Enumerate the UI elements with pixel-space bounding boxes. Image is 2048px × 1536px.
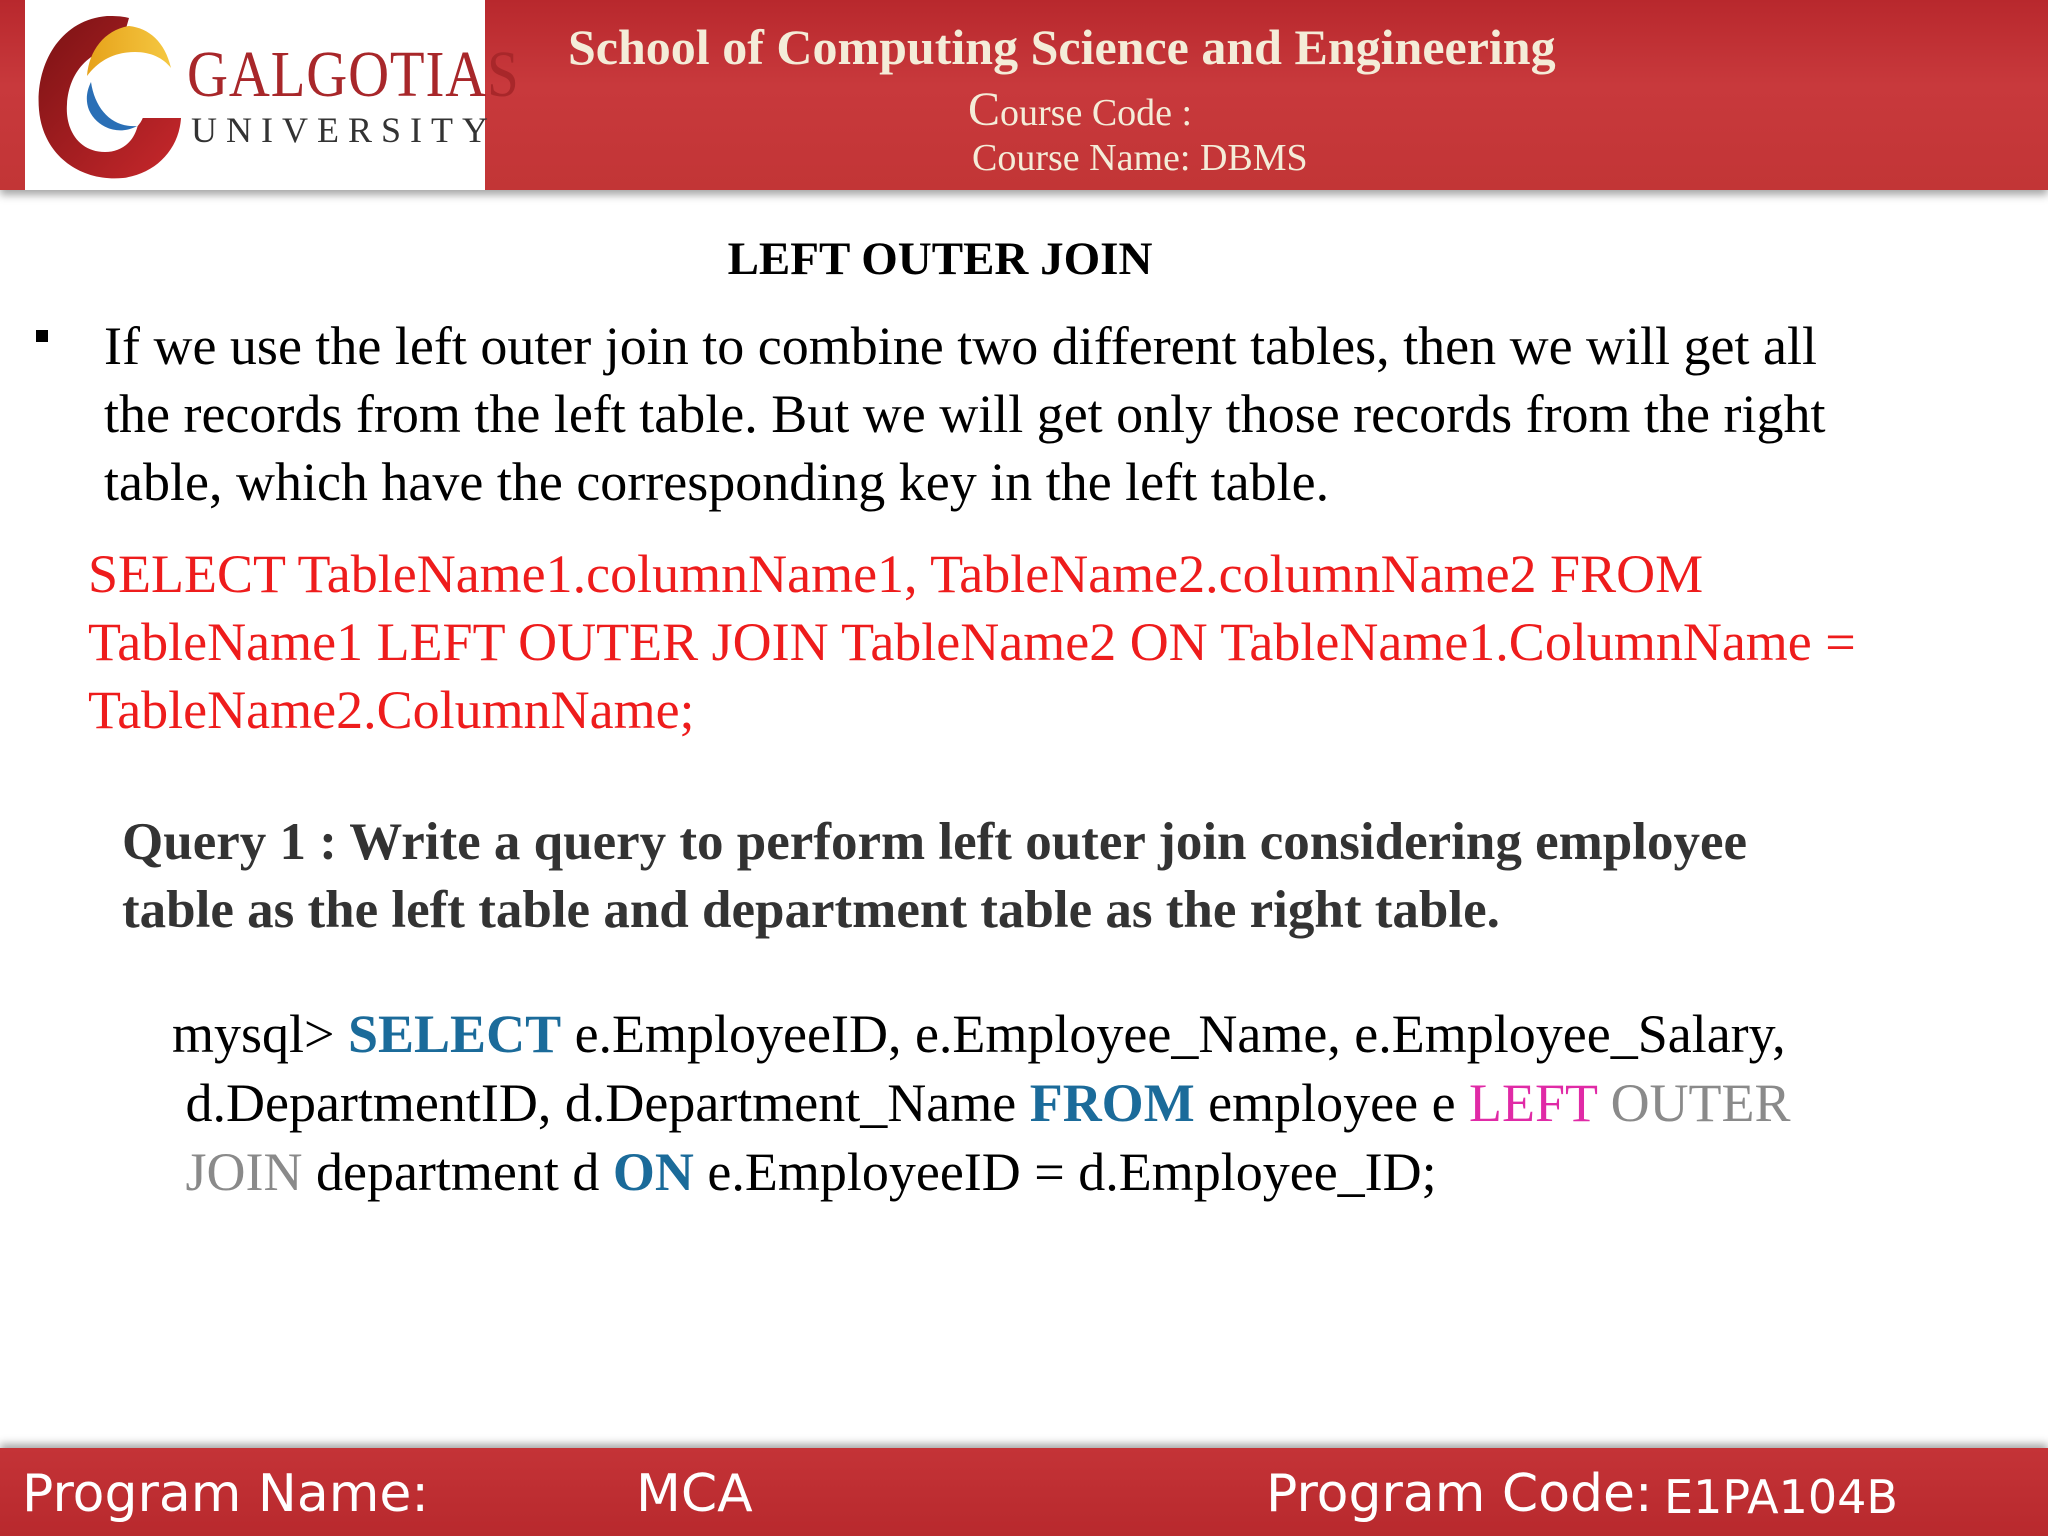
syntax-line: SELECT TableName1.columnName1, TableName2.columnName2 FROM [88, 544, 1704, 604]
bullet-line: table, which have the corresponding key in the left table. [104, 452, 1330, 512]
query-description [122, 808, 1747, 944]
keyword-from: FROM [1029, 1073, 1195, 1133]
code-line-2: d.DepartmentID, d.Department_Name FROM employee e LEFT OUTER [172, 1073, 1791, 1133]
program-code-label: Program Code: [1266, 1464, 1653, 1524]
bullet-square-icon [36, 330, 48, 342]
code-line-1: mysql> SELECT e.EmployeeID, e.Employee_Name, e.Employee_Salary, [172, 1004, 1786, 1064]
mysql-prompt: mysql> [172, 1004, 348, 1064]
university-logo [25, 0, 520, 190]
galgotias-logo-icon [29, 6, 185, 186]
syntax-line: TableName1 LEFT OUTER JOIN TableName2 ON TableName1.ColumnName = [88, 612, 1856, 672]
keyword-select: SELECT [347, 1004, 562, 1064]
school-title: School of Computing Science and Engineering [568, 19, 1556, 75]
query-line: table as the left table and department table as the right table. [122, 881, 1500, 939]
keyword-outer: OUTER [1597, 1073, 1791, 1133]
syntax-line: TableName2.ColumnName; [88, 680, 695, 740]
slide-title: LEFT OUTER JOIN [727, 233, 1153, 285]
keyword-on: ON [612, 1142, 694, 1202]
query-line: Query 1 : Write a query to perform left outer join considering employee [122, 813, 1748, 871]
program-code-value: E1PA104B [1664, 1470, 1898, 1524]
header-bar [0, 0, 2048, 190]
bullet-line: If we use the left outer join to combine two different tables, then we will get all [104, 316, 1817, 376]
sql-syntax-block [88, 540, 1856, 744]
program-name-label: Program Name: [22, 1464, 429, 1524]
keyword-join: JOIN [172, 1142, 303, 1202]
code-line-3: JOIN department d ON e.EmployeeID = d.Employee_ID; [172, 1142, 1437, 1202]
logo-subtitle: UNIVERSITY [191, 110, 497, 150]
course-code: Course Code : [968, 83, 1193, 136]
program-name-value: MCA [636, 1464, 753, 1524]
course-name: Course Name: DBMS [972, 137, 1308, 179]
bullet-paragraph [104, 312, 2004, 516]
bullet-line: the records from the left table. But we will get only those records from the right [104, 384, 1826, 444]
logo-wordmark: GALGOTIAS [187, 38, 520, 111]
footer-bar [0, 1448, 2048, 1536]
keyword-left: LEFT [1469, 1073, 1598, 1133]
mysql-code-block [172, 1000, 1791, 1207]
